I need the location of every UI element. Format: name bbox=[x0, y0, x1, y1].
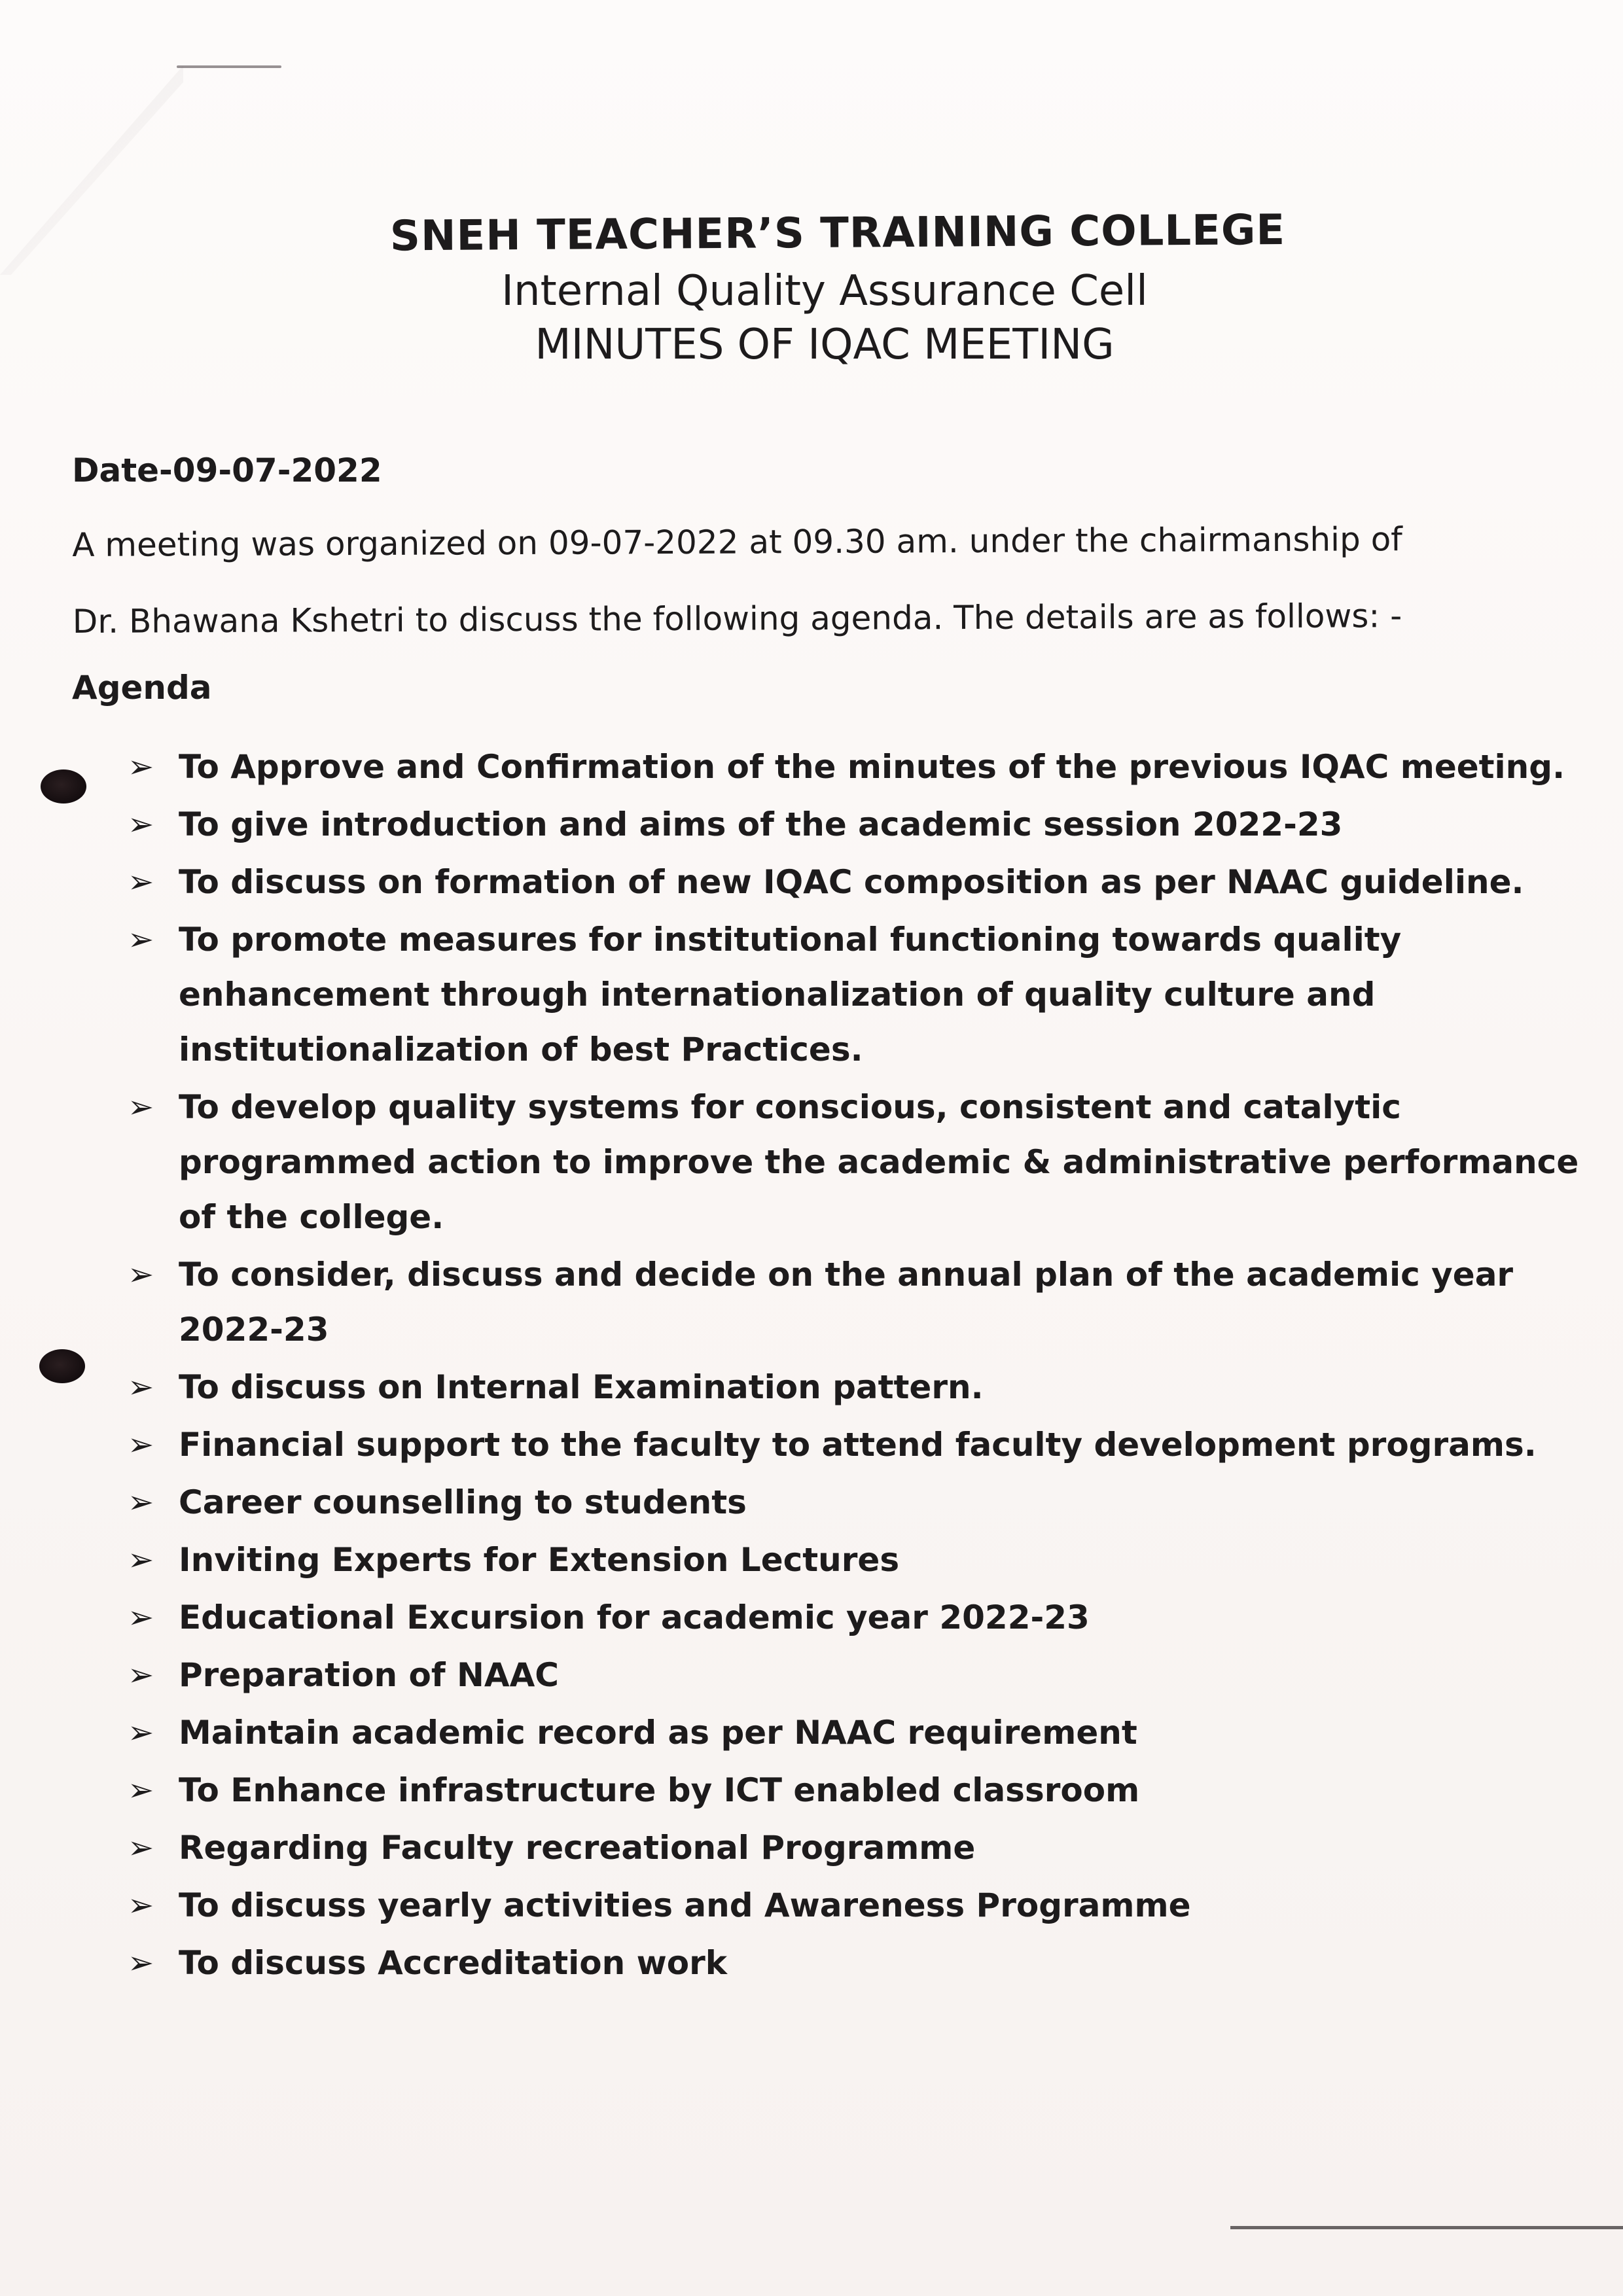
agenda-item-text: To give introduction and aims of the academic session 2022-23 bbox=[179, 805, 1343, 843]
meeting-title: MINUTES OF IQAC MEETING bbox=[535, 321, 1115, 369]
agenda-item bbox=[128, 797, 1607, 852]
agenda-item bbox=[128, 1878, 1607, 1933]
arrow-bullet-icon: ➢ bbox=[128, 1887, 154, 1924]
agenda-item-text: Regarding Faculty recreational Programme bbox=[179, 1829, 976, 1867]
agenda-item-text: Financial support to the faculty to attend faculty development programs. bbox=[179, 1426, 1537, 1464]
arrow-bullet-icon: ➢ bbox=[128, 1599, 154, 1636]
agenda-heading: Agenda bbox=[72, 669, 212, 707]
agenda-item-text: To discuss yearly activities and Awareness Programme bbox=[179, 1886, 1191, 1924]
intro-line-2: Dr. Bhawana Kshetri to discuss the following agenda. The details are as follows: - bbox=[72, 597, 1402, 641]
arrow-bullet-icon: ➢ bbox=[128, 806, 154, 843]
arrow-bullet-icon: ➢ bbox=[128, 749, 154, 785]
agenda-item bbox=[128, 1705, 1607, 1760]
agenda-item-text: To consider, discuss and decide on the annual plan of the academic year 2022-23 bbox=[179, 1256, 1514, 1349]
agenda-item-text: Preparation of NAAC bbox=[179, 1656, 559, 1694]
arrow-bullet-icon: ➢ bbox=[128, 1945, 154, 1981]
college-name: SNEH TEACHER’S TRAINING COLLEGE bbox=[389, 205, 1286, 261]
arrow-bullet-icon: ➢ bbox=[128, 1369, 154, 1405]
arrow-bullet-icon: ➢ bbox=[128, 921, 154, 958]
agenda-item-text: To Approve and Confirmation of the minutes of the previous IQAC meeting. bbox=[179, 748, 1565, 786]
top-edge-mark bbox=[177, 65, 281, 68]
agenda-item bbox=[128, 1820, 1607, 1875]
agenda-item-text: Educational Excursion for academic year 2022-23 bbox=[179, 1598, 1090, 1636]
agenda-item-text: To Enhance infrastructure by ICT enabled classroom bbox=[179, 1771, 1140, 1809]
arrow-bullet-icon: ➢ bbox=[128, 1829, 154, 1866]
agenda-item-text: To promote measures for institutional functioning towards quality enhancement through internationalization of quality culture and institutionalization of best Practices. bbox=[179, 921, 1402, 1069]
agenda-item-text: Career counselling to students bbox=[179, 1483, 747, 1521]
intro-line-1: A meeting was organized on 09-07-2022 at 09.30 am. under the chairmanship of bbox=[72, 520, 1402, 564]
arrow-bullet-icon: ➢ bbox=[128, 1657, 154, 1693]
agenda-item bbox=[128, 1648, 1607, 1703]
intro-paragraph bbox=[72, 501, 1552, 660]
agenda-item bbox=[128, 1080, 1607, 1245]
document-header bbox=[0, 205, 1623, 369]
agenda-item bbox=[128, 1763, 1607, 1818]
agenda-item bbox=[128, 739, 1607, 794]
agenda-item-text: Maintain academic record as per NAAC requirement bbox=[179, 1714, 1137, 1752]
meeting-date: Date-09-07-2022 bbox=[72, 451, 382, 489]
agenda-item-text: To discuss on Internal Examination pattern. bbox=[179, 1368, 984, 1406]
arrow-bullet-icon: ➢ bbox=[128, 1089, 154, 1125]
agenda-list bbox=[128, 739, 1607, 1990]
bottom-edge-mark bbox=[1230, 2226, 1623, 2229]
cell-name: Internal Quality Assurance Cell bbox=[501, 267, 1148, 315]
arrow-bullet-icon: ➢ bbox=[128, 1426, 154, 1463]
agenda-item bbox=[128, 1360, 1607, 1415]
punch-hole-lower bbox=[39, 1349, 85, 1383]
agenda-item-text: To discuss on formation of new IQAC composition as per NAAC guideline. bbox=[179, 863, 1524, 901]
arrow-bullet-icon: ➢ bbox=[128, 1256, 154, 1293]
arrow-bullet-icon: ➢ bbox=[128, 1484, 154, 1521]
agenda-item bbox=[128, 912, 1607, 1077]
agenda-item bbox=[128, 1935, 1607, 1990]
agenda-item-text: To discuss Accreditation work bbox=[179, 1944, 728, 1982]
agenda-item-text: To develop quality systems for conscious, consistent and catalytic programmed action to improve the academic & administrative performance of the college. bbox=[179, 1088, 1579, 1236]
punch-hole-upper bbox=[41, 769, 86, 804]
agenda-item bbox=[128, 1417, 1607, 1472]
agenda-item-text: Inviting Experts for Extension Lectures bbox=[179, 1541, 900, 1579]
arrow-bullet-icon: ➢ bbox=[128, 1542, 154, 1578]
agenda-item bbox=[128, 1475, 1607, 1530]
agenda-item bbox=[128, 1247, 1607, 1357]
agenda-item bbox=[128, 855, 1607, 910]
agenda-item bbox=[128, 1590, 1607, 1645]
agenda-item bbox=[128, 1532, 1607, 1587]
arrow-bullet-icon: ➢ bbox=[128, 1772, 154, 1809]
arrow-bullet-icon: ➢ bbox=[128, 1714, 154, 1751]
arrow-bullet-icon: ➢ bbox=[128, 864, 154, 900]
